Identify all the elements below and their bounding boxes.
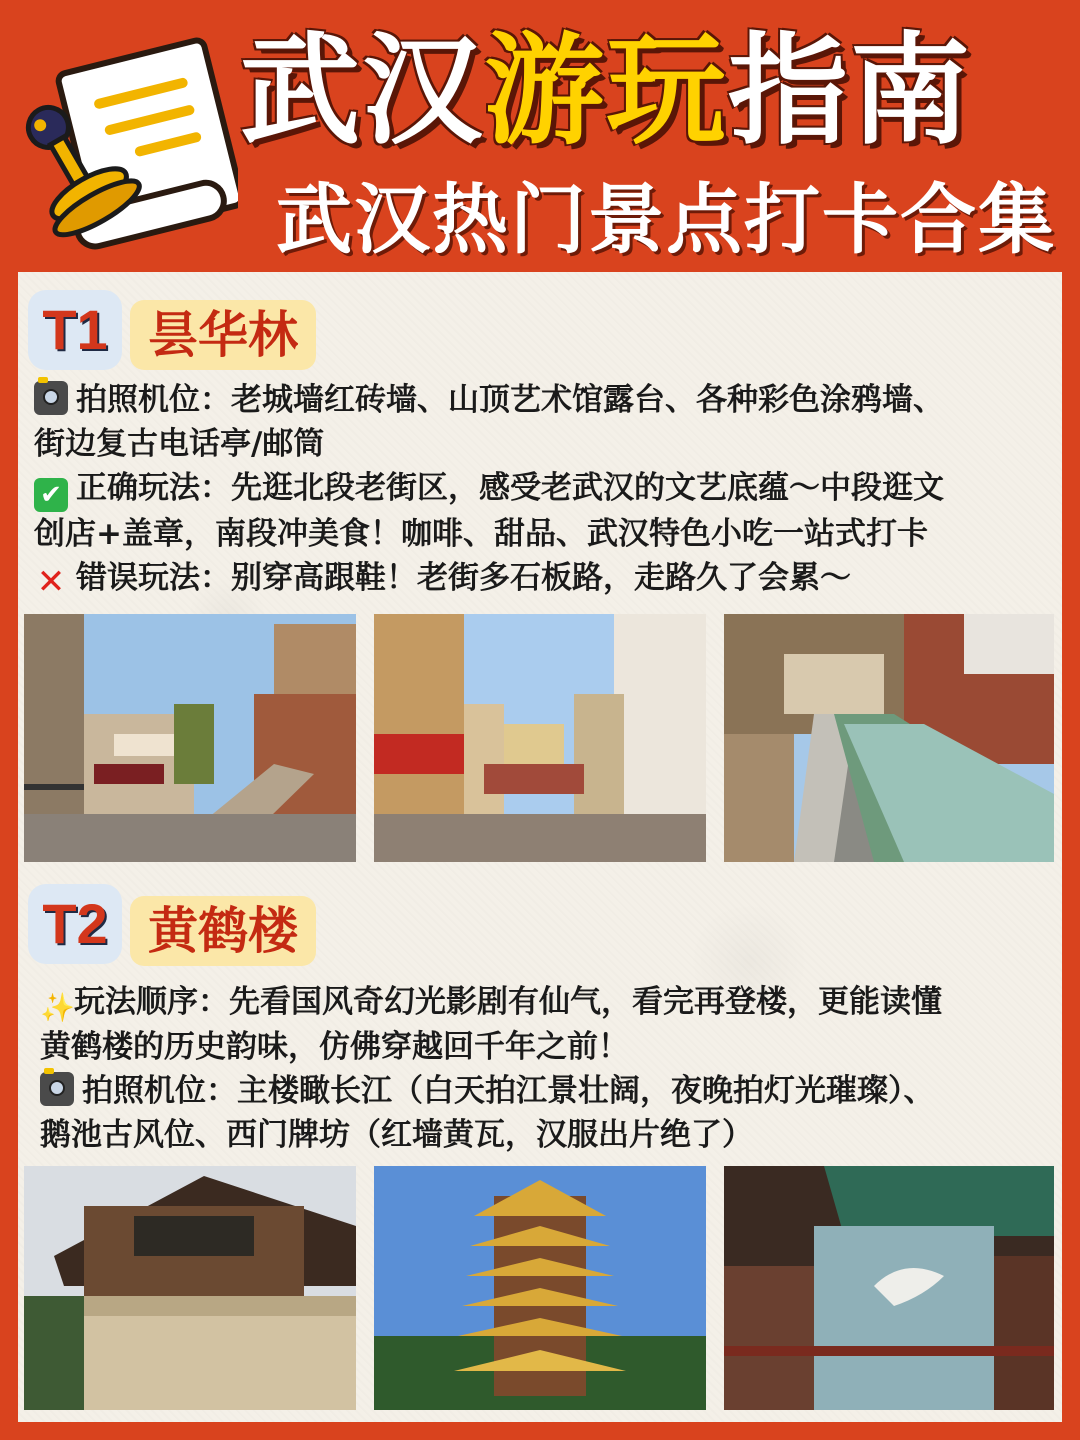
- photo-tanhualin-street: [24, 614, 356, 862]
- content-area: [18, 272, 1062, 1422]
- text-content: 正确玩法：先逛北段老街区，感受老武汉的文艺底蕴～中段逛文: [76, 470, 944, 506]
- section-badge-t2: T2: [28, 884, 122, 964]
- text-content: 鹅池古风位、西门牌坊（红墙黄瓦，汉服出片绝了）: [40, 1117, 753, 1153]
- camera-icon: [34, 381, 68, 415]
- text-line: [40, 1025, 1050, 1069]
- title-highlight: 游玩: [484, 22, 728, 161]
- camera-icon: [40, 1072, 74, 1106]
- text-line: [34, 512, 1044, 556]
- text-line: [40, 1069, 1050, 1113]
- section-title-yellow-crane-tower: 黄鹤楼: [130, 896, 316, 966]
- photo-yellow-crane-mural: [724, 1166, 1054, 1410]
- text-content: 错误玩法：别穿高跟鞋！老街多石板路，走路久了会累～: [76, 560, 851, 596]
- text-content: 拍照机位：老城墙红砖墙、山顶艺术馆露台、各种彩色涂鸦墙、: [76, 382, 944, 418]
- photo-yellow-crane-tower: [374, 1166, 706, 1410]
- sparkles-icon: ✨: [40, 991, 75, 1024]
- photo-tanhualin-stairs: [724, 614, 1054, 862]
- photo-yellow-crane-gate: [24, 1166, 356, 1410]
- text-content: 黄鹤楼的历史韵味，仿佛穿越回千年之前！: [40, 1029, 629, 1065]
- text-line: [40, 1113, 1050, 1157]
- title-part-1: 武汉: [240, 22, 484, 161]
- page-title: [240, 22, 972, 162]
- text-line: [34, 556, 1044, 600]
- page-subtitle: 武汉热门景点打卡合集: [276, 175, 1056, 264]
- text-line: [34, 378, 1044, 422]
- text-content: 玩法顺序：先看国风奇幻光影剧有仙气，看完再登楼，更能读懂: [74, 984, 942, 1020]
- section-title-tanhualin: 昙华林: [130, 300, 316, 370]
- section-text-t2: [40, 980, 1050, 1157]
- text-line: [34, 466, 1044, 512]
- section-badge-t1: T1: [28, 290, 122, 370]
- text-content: 街边复古电话亭/邮筒: [34, 426, 325, 462]
- check-icon: ✔: [34, 478, 68, 512]
- stamp-and-scroll-icon: [18, 30, 238, 255]
- photo-tanhualin-alley: [374, 614, 706, 862]
- text-content: 拍照机位：主楼瞰长江（白天拍江景壮阔，夜晚拍灯光璀璨）、: [82, 1073, 935, 1109]
- text-line: [40, 980, 1050, 1025]
- text-line: [34, 422, 1044, 466]
- header: [0, 0, 1080, 272]
- title-part-3: 指南: [728, 22, 972, 161]
- cross-icon: ✕: [36, 562, 66, 602]
- text-content: 创店+盖章，南段冲美食！咖啡、甜品、武汉特色小吃一站式打卡: [34, 516, 928, 552]
- section-text-t1: [34, 378, 1044, 600]
